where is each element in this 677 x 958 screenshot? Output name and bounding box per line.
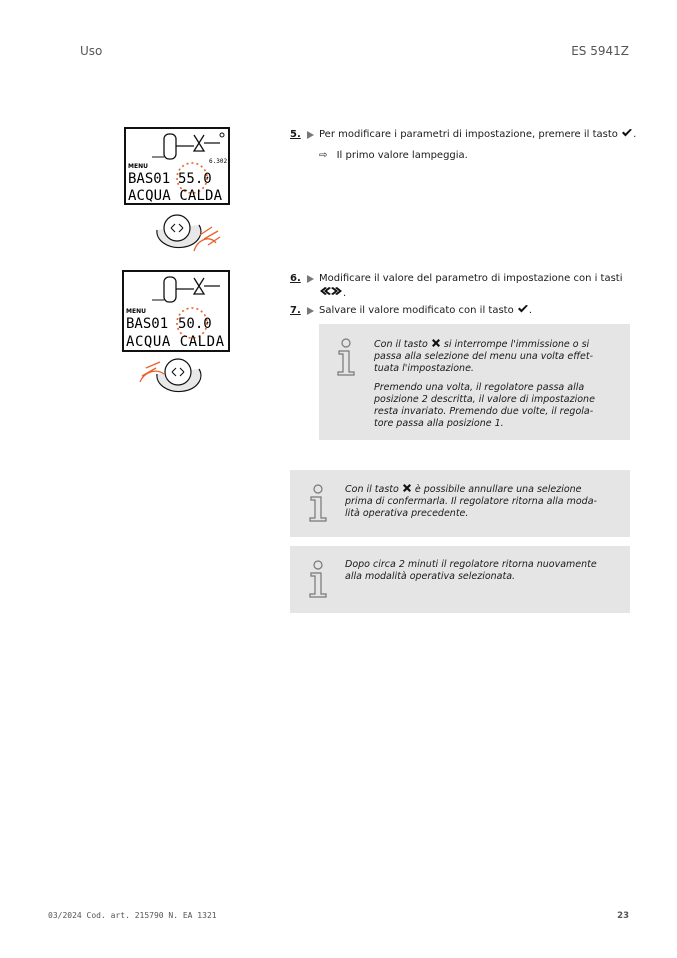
step-5: 5. Per modificare i parametri di impostazione, premere il tasto . — [290, 129, 637, 140]
header-model: ES 5941Z — [571, 44, 629, 58]
step-6: 6. Modificare il valore del parametro di impostazione con i tasti . — [290, 273, 623, 299]
lcd-line1-2: BAS01 — [126, 316, 169, 332]
step-number: 6. — [290, 273, 301, 284]
info-note-3 — [290, 546, 630, 613]
note-1-paragraph-1: Con il tasto si interrompe l'immissione o si passa alla selezione del menu una volta effet-tuata l'impostazione. — [374, 339, 594, 374]
step-text: Modificare il valore del parametro di impostazione con i tasti — [319, 273, 623, 284]
note-2-text: Con il tasto è possibile annullare una selezione prima di confermarla. Il regolatore ritorna alla moda-lità operativa precedente. — [345, 484, 597, 519]
lcd-display-1 — [124, 127, 232, 257]
cancel-x-icon — [402, 483, 412, 493]
lcd-value-2: 50.0 — [178, 316, 212, 332]
controller-illustration-2 — [122, 270, 230, 398]
header-section: Uso — [80, 44, 103, 58]
controller-illustration-1 — [124, 127, 232, 257]
cancel-x-icon — [431, 338, 441, 348]
footer-code: 03/2024 Cod. art. 215790 N. EA 1321 — [48, 911, 217, 920]
lcd-menu-label-1: MENU — [128, 163, 148, 170]
info-icon — [335, 338, 357, 376]
step-5-result — [319, 149, 468, 162]
step-text: Salvare il valore modificato con il tasto — [319, 305, 514, 316]
step-7: 7. Salvare il valore modificato con il tasto . — [290, 305, 533, 316]
left-right-arrows-icon — [319, 286, 343, 296]
info-icon — [307, 484, 329, 522]
step-text: Per modificare i parametri di impostazione, premere il tasto — [319, 129, 618, 140]
lcd-menu-label-2: MENU — [126, 308, 146, 315]
result-text: Il primo valore lampeggia. — [336, 150, 468, 161]
info-note-1 — [319, 324, 630, 440]
step-arrow-icon — [307, 307, 314, 315]
lcd-display-2 — [122, 270, 230, 398]
info-note-2 — [290, 470, 630, 537]
lcd-value-1: 55.0 — [178, 171, 212, 187]
lcd-small-readout-1: 6.302 — [209, 158, 228, 165]
note-3-text: Dopo circa 2 minuti il regolatore ritorna nuovamente alla modalità operativa selezionata. — [345, 559, 597, 582]
confirm-check-icon — [621, 128, 633, 138]
step-number: 7. — [290, 305, 301, 316]
result-arrow-icon: ⇨ — [319, 150, 328, 161]
info-icon — [307, 560, 329, 598]
step-number: 5. — [290, 129, 301, 140]
lcd-line2-1: ACQUA CALDA — [128, 188, 222, 204]
note-1-paragraph-2: Premendo una volta, il regolatore passa alla posizione 2 descritta, il valore di impostazione resta invariato. Premendo due volte, il regola-tore passa alla posizione 1. — [374, 382, 595, 429]
step-arrow-icon — [307, 275, 314, 283]
step-arrow-icon — [307, 131, 314, 139]
confirm-check-icon — [517, 304, 529, 314]
page-number: 23 — [617, 911, 629, 921]
lcd-line1-1: BAS01 — [128, 171, 171, 187]
lcd-line2-2: ACQUA CALDA — [126, 334, 224, 350]
